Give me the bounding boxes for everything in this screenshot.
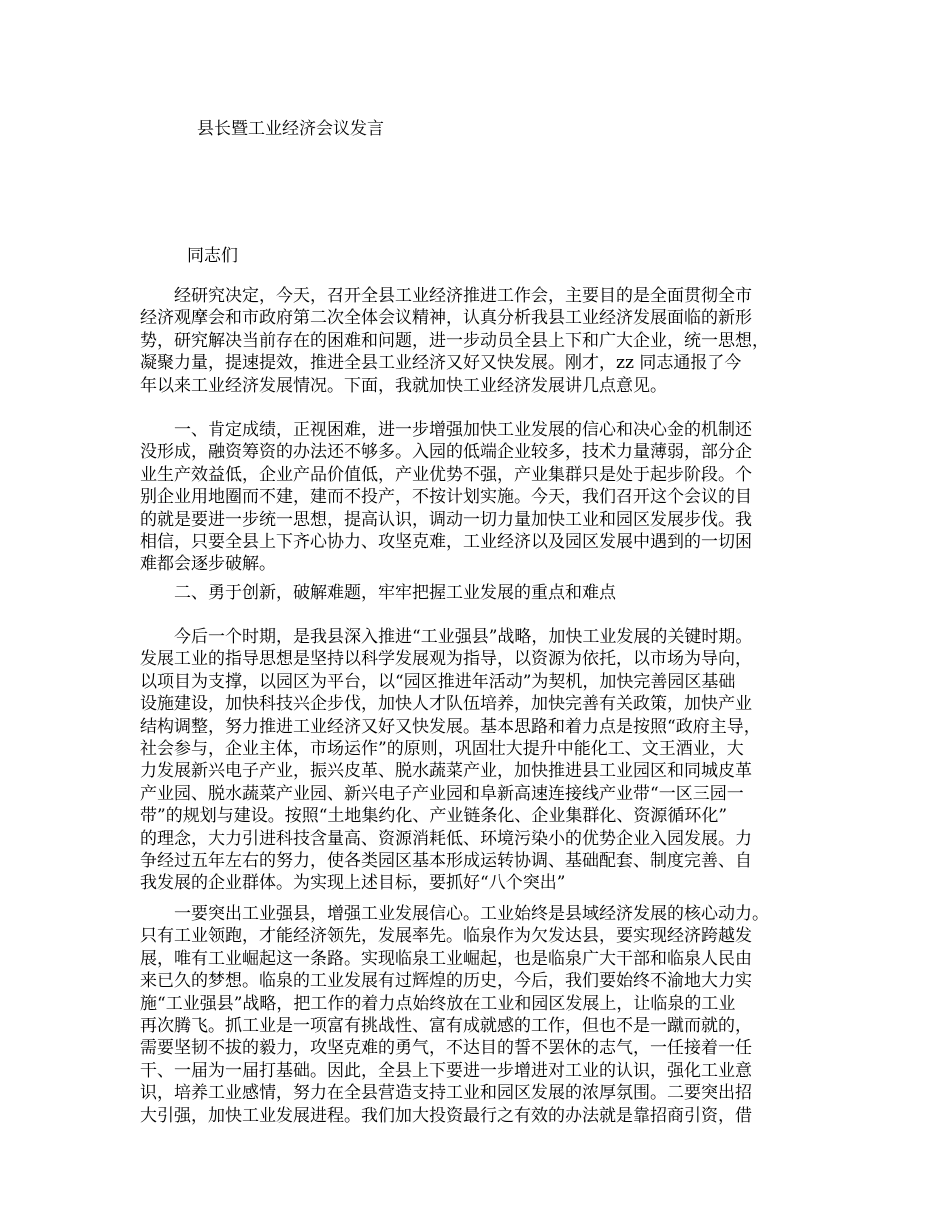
text-line: 二、勇于创新，破解难题，牢牢把握工业发展的重点和难点 bbox=[140, 583, 616, 603]
text-line: 一要突出工业强县，增强工业发展信心。工业始终是县域经济发展的核心动力。 bbox=[140, 904, 769, 924]
text-line: 凝聚力量，提速提效，推进全县工业经济又好又快发展。刚才，zz 同志通报了今 bbox=[140, 353, 742, 374]
text-line: 我发展的企业群体。为实现上述目标，要抓好“八个突出” bbox=[140, 873, 566, 894]
text-line: 大引强，加快工业发展进程。我们加大投资最行之有效的办法就是靠招商引资，借 bbox=[140, 1105, 752, 1126]
text-line: 没形成，融资筹资的办法还不够多。入园的低端企业较多，技术力量薄弱，部分企 bbox=[140, 442, 752, 463]
document-title: 县长暨工业经济会议发言 bbox=[197, 119, 384, 139]
text-line: 干、一届为一届打基础。因此，全县上下要进一步增进对工业的认识，强化工业意 bbox=[140, 1060, 752, 1081]
text-line: 别企业用地圈而不建，建而不投产，不按计划实施。今天，我们召开这个会议的目 bbox=[140, 487, 752, 508]
text-line: 一、肯定成绩，正视困难，进一步增强加快工业发展的信心和决心金的机制还 bbox=[140, 420, 752, 440]
text-line: 再次腾飞。抓工业是一项富有挑战性、富有成就感的工作，但也不是一蹴而就的， bbox=[140, 1016, 752, 1037]
text-line: 社会参与，企业主体，市场运作”的原则，巩固壮大提升中能化工、文王酒业，大 bbox=[140, 739, 744, 760]
text-line: 难都会逐步破解。 bbox=[140, 554, 276, 575]
text-line: 需要坚韧不拔的毅力，攻坚克难的勇气，不达目的誓不罢休的志气，一任接着一任 bbox=[140, 1038, 752, 1059]
text-line: 争经过五年左右的努力，使各类园区基本形成运转协调、基础配套、制度完善、自 bbox=[140, 851, 752, 872]
text-line: 只有工业领跑，才能经济领先，发展率先。临泉作为欠发达县，要实现经济跨越发 bbox=[140, 926, 752, 947]
text-line: 力发展新兴电子产业，振兴皮革、脱水蔬菜产业，加快推进县工业园区和同城皮革 bbox=[140, 761, 752, 782]
text-line: 施“工业强县”战略，把工作的着力点始终放在工业和园区发展上，让临泉的工业 bbox=[140, 993, 736, 1014]
text-line: 的就是要进一步统一思想，提高认识，调动一切力量加快工业和园区发展步伐。我 bbox=[140, 509, 752, 530]
text-line: 相信，只要全县上下齐心协力、攻坚克难，工业经济以及园区发展中遇到的一切困 bbox=[140, 532, 752, 553]
text-line: 经研究决定，今天，召开全县工业经济推进工作会，主要目的是全面贯彻全市 bbox=[140, 286, 752, 306]
text-line: 年以来工业经济发展情况。下面，我就加快工业经济发展讲几点意见。 bbox=[140, 375, 667, 396]
salutation: 同志们 bbox=[187, 246, 238, 266]
paragraph-section-one bbox=[140, 419, 826, 576]
text-line: 展，唯有工业崛起这一条路。实现临泉工业崛起，也是临泉广大干部和临泉人民由 bbox=[140, 948, 752, 969]
paragraph-intro bbox=[140, 285, 826, 397]
text-line: 识，培养工业感情，努力在全县营造支持工业和园区发展的浓厚氛围。二要突出招 bbox=[140, 1083, 752, 1104]
paragraph-section-two-heading bbox=[140, 582, 826, 604]
text-line: 的理念，大力引进科技含量高、资源消耗低、环境污染小的优势企业入园发展。力 bbox=[140, 828, 752, 849]
text-line: 业生产效益低，企业产品价值低，产业优势不强，产业集群只是处于起步阶段。个 bbox=[140, 464, 752, 485]
text-line: 经济观摩会和市政府第二次全体会议精神，认真分析我县工业经济发展面临的新形 bbox=[140, 308, 752, 329]
text-line: 今后一个时期，是我县深入推进“工业强县”战略，加快工业发展的关键时期。 bbox=[140, 627, 753, 647]
paragraph-point-one bbox=[140, 903, 826, 1127]
text-line: 来已久的梦想。临泉的工业发展有过辉煌的历史，今后，我们要始终不渝地大力实 bbox=[140, 971, 752, 992]
text-line: 结构调整，努力推进工业经济又好又快发展。基本思路和着力点是按照“政府主导， bbox=[140, 716, 761, 737]
text-line: 以项目为支撑，以园区为平台，以“园区推进年活动”为契机，加快完善园区基础 bbox=[140, 671, 736, 692]
text-line: 势，研究解决当前存在的困难和问题，进一步动员全县上下和广大企业，统一思想， bbox=[140, 330, 769, 351]
text-line: 发展工业的指导思想是坚持以科学发展观为指导，以资源为依托，以市场为导向， bbox=[140, 649, 752, 670]
text-line: 设施建设，加快科技兴企步伐，加快人才队伍培养，加快完善有关政策，加快产业 bbox=[140, 694, 752, 715]
text-line: 产业园、脱水蔬菜产业园、新兴电子产业园和阜新高速连接线产业带“一区三园一 bbox=[140, 783, 744, 804]
paragraph-section-two-body bbox=[140, 626, 826, 895]
text-line: 带”的规划与建设。按照“土地集约化、产业链条化、企业集群化、资源循环化” bbox=[140, 806, 728, 827]
